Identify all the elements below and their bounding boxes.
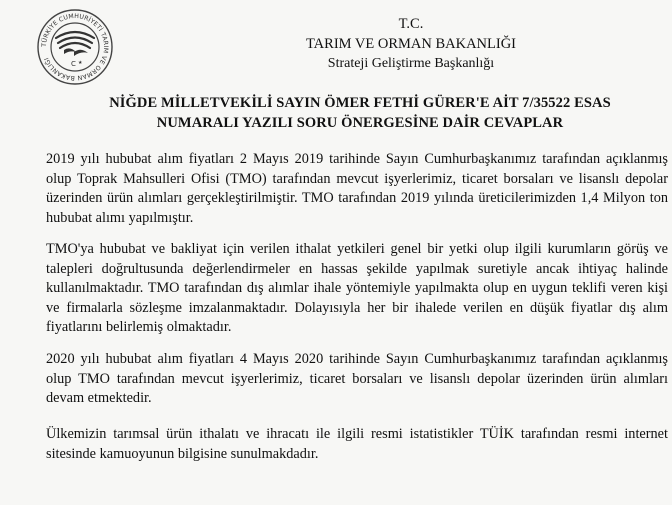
title-line-2: NUMARALI YAZILI SORU ÖNERGESİNE DAİR CEVAPLAR: [156, 115, 564, 131]
header-department: Strateji Geliştirme Başkanlığı: [327, 56, 495, 71]
paragraph-3: 2020 yılı hububat alım fiyatları 4 Mayıs 2020 tarihinde Sayın Cumhurbaşkanımız tarafından açıklanmış olup TMO tarafından mevcut işyerlerimiz, ticaret borsaları ve lisanslı depolar üzerinden ürün alımları devam etmektedir.: [46, 351, 668, 406]
header-state: T.C.: [398, 16, 424, 32]
seal-inner-text: C: [71, 60, 76, 68]
svg-text:★: ★: [78, 61, 83, 66]
title-line-1: NİĞDE MİLLETVEKİLİ SAYIN ÖMER FETHİ GÜRER'E AİT 7/35522 ESAS: [109, 95, 611, 111]
document-title: [60, 93, 660, 133]
paragraph-4: Ülkemizin tarımsal ürün ithalatı ve ihracatı ile ilgili resmi istatistikler TÜİK tarafından resmi internet sitesinde kamuoyunun bilgisine sunulmakdadır.: [46, 426, 668, 462]
header-ministry: TARIM VE ORMAN BAKANLIĞI: [305, 36, 517, 52]
paragraph-1: 2019 yılı hububat alım fiyatları 2 Mayıs 2019 tarihinde Sayın Cumhurbaşkanımız tarafından açıklanmış olup Toprak Mahsulleri Ofisi (TMO) tarafından mevcut işyerlerimiz, ticaret borsaları ve lisanslı depolar üzerinden ürün alımları gerçekleştirilmiştir. TMO tarafından 2019 yılında üreticilerimizden 1,4 Milyon ton hububat alımı yapılmıştır.: [46, 151, 668, 226]
seal-ring-text: TÜRKİYE CUMHURİYETİ TARIM VE ORMAN BAKANLIĞI: [40, 12, 110, 82]
paragraph-2: TMO'ya hububat ve bakliyat için verilen ithalat yetkileri genel bir yetki olup ilgili kurumların görüş ve talepleri doğrultusunda değerlendirmeler en hassas şekilde yapılmak suretiyle ancak ihtiyaç halinde kullanılmaktadır. TMO tarafından dış alımlar ihale yöntemiyle yapılmakta olup en uygun teklifi veren kişi ve firmalarla sözleşme imzalanmaktadır. Dolayısıyla her bir ihalede verilen en düşük fiyatlar dış alım fiyatlarını belirlemiş olmaktadır.: [46, 241, 668, 335]
